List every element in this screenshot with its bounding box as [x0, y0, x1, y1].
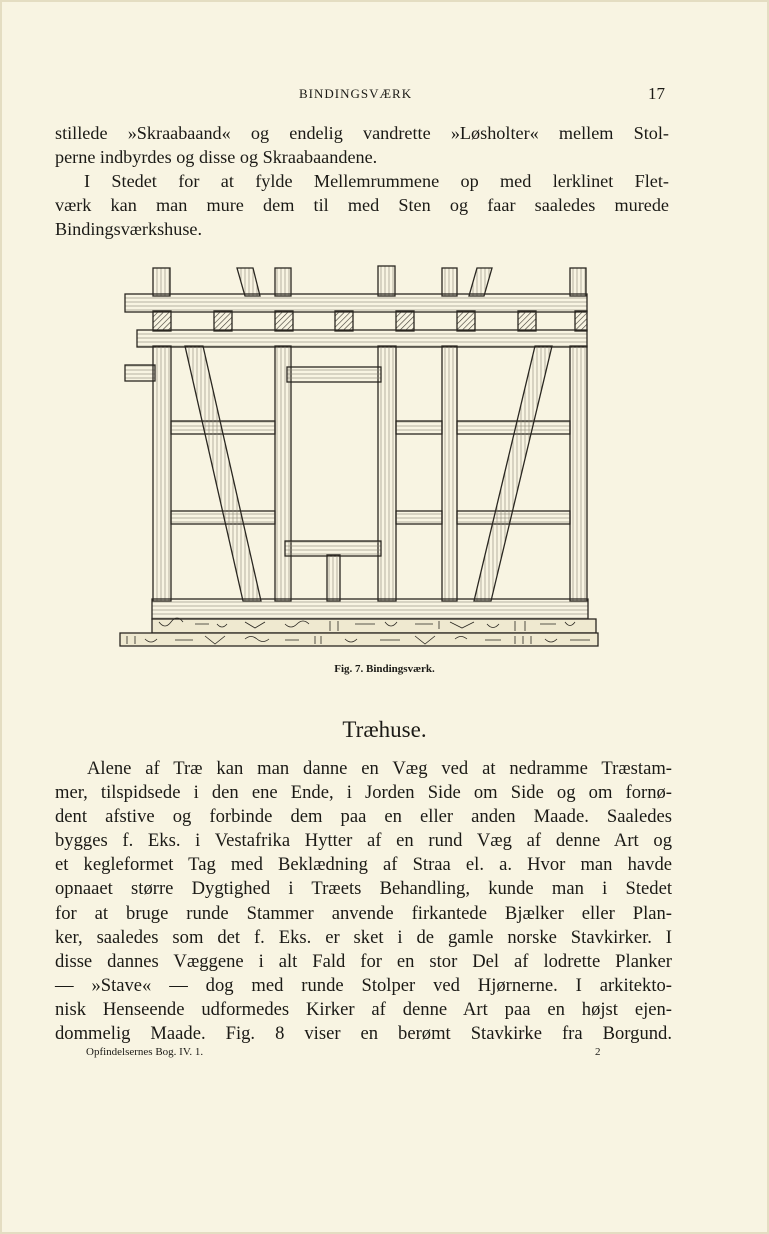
sill-beam [152, 599, 588, 619]
post-top [570, 268, 586, 296]
joist-end [335, 311, 353, 331]
text-line: — »Stave« — dog med runde Stolper ved Hjørnerne. I arkitekto- [55, 974, 672, 996]
top-plate [125, 294, 587, 312]
text-line: stillede »Skraabaand« og endelig vandrette »Løsholter« mellem Stol- [55, 123, 669, 143]
rafter-stub [237, 268, 260, 296]
running-title: BINDINGSVÆRK [299, 86, 413, 101]
brace [474, 346, 552, 601]
post-top [442, 268, 457, 296]
half-timbered-wall-illustration [115, 264, 605, 648]
text-line: nisk Henseende udformedes Kirker af denne Art paa en højst ejen- [55, 998, 672, 1020]
rafter-stub [469, 268, 492, 296]
rail [457, 421, 570, 434]
post-top [275, 268, 291, 296]
window-sill [285, 541, 381, 556]
text-line: opnaaet større Dygtighed i Træets Behandling, kunde man i Stedet [55, 878, 672, 900]
page-footer [0, 1046, 769, 1062]
joist-end [275, 311, 293, 331]
joist-end [153, 311, 171, 331]
foundation [120, 633, 598, 646]
post-top [378, 266, 395, 296]
body-paragraph [55, 757, 672, 1046]
text-line: Bindingsværkshuse. [55, 219, 203, 240]
short-post [327, 555, 340, 601]
post [442, 346, 457, 601]
joist-end [214, 311, 232, 331]
window-lintel [287, 367, 381, 382]
text-line: dommelig Maade. Fig. 8 viser en berømt Stavkirke fra Borgund. [55, 1023, 672, 1045]
joist-end [396, 311, 414, 331]
post [378, 346, 396, 601]
post-top [153, 268, 170, 296]
text-line: perne indbyrdes og disse og Skraabaandene. [55, 147, 378, 168]
paragraph-1 [55, 121, 669, 169]
section-heading: Træhuse. [342, 717, 427, 742]
post [275, 346, 291, 601]
brace [185, 346, 261, 601]
text-line: for at bruge runde Stammer anvende firkantede Bjælker eller Plan- [55, 902, 672, 924]
rail [396, 511, 442, 524]
text-line: værk kan man mure dem til med Sten og faar saaledes murede [55, 195, 669, 216]
joist-end [457, 311, 475, 331]
lower-plate [137, 330, 587, 347]
text-line: I Stedet for at fylde Mellemrummene op med lerklinet Flet- [84, 171, 669, 191]
text-line: ker, saaledes som det f. Eks. er sket i de gamle norske Stavkirker. I [55, 926, 672, 948]
paragraph-2 [55, 169, 669, 242]
text-line: Alene af Træ kan man danne en Væg ved at nedramme Træstam- [87, 758, 672, 779]
text-line: disse dannes Væggene i alt Fald for en stor Del af lodrette Planker [55, 950, 672, 972]
text-line: dent afstive og forbinde dem paa en eller anden Maade. Saaledes [55, 806, 672, 828]
joist-end [518, 311, 536, 331]
post [153, 346, 171, 601]
post [570, 346, 587, 601]
page-header [0, 84, 769, 106]
page-number: 17 [648, 84, 665, 103]
text-line: mer, tilspidsede i den ene Ende, i Jorden Side om Side og om fornø- [55, 782, 672, 804]
text-line: bygges f. Eks. i Vestafrika Hytter af en rund Væg af denne Art og [55, 830, 672, 852]
beam-end [125, 365, 155, 381]
rail [396, 421, 442, 434]
text-line: et kegleformet Tag med Beklædning af Straa el. a. Hvor man havde [55, 854, 672, 876]
sheet-number: 2 [595, 1046, 601, 1058]
rail [457, 511, 570, 524]
figure-caption: Fig. 7. Bindingsværk. [334, 663, 435, 675]
joist-end [575, 311, 587, 331]
printer-signature: Opfindelsernes Bog. IV. 1. [86, 1046, 204, 1058]
